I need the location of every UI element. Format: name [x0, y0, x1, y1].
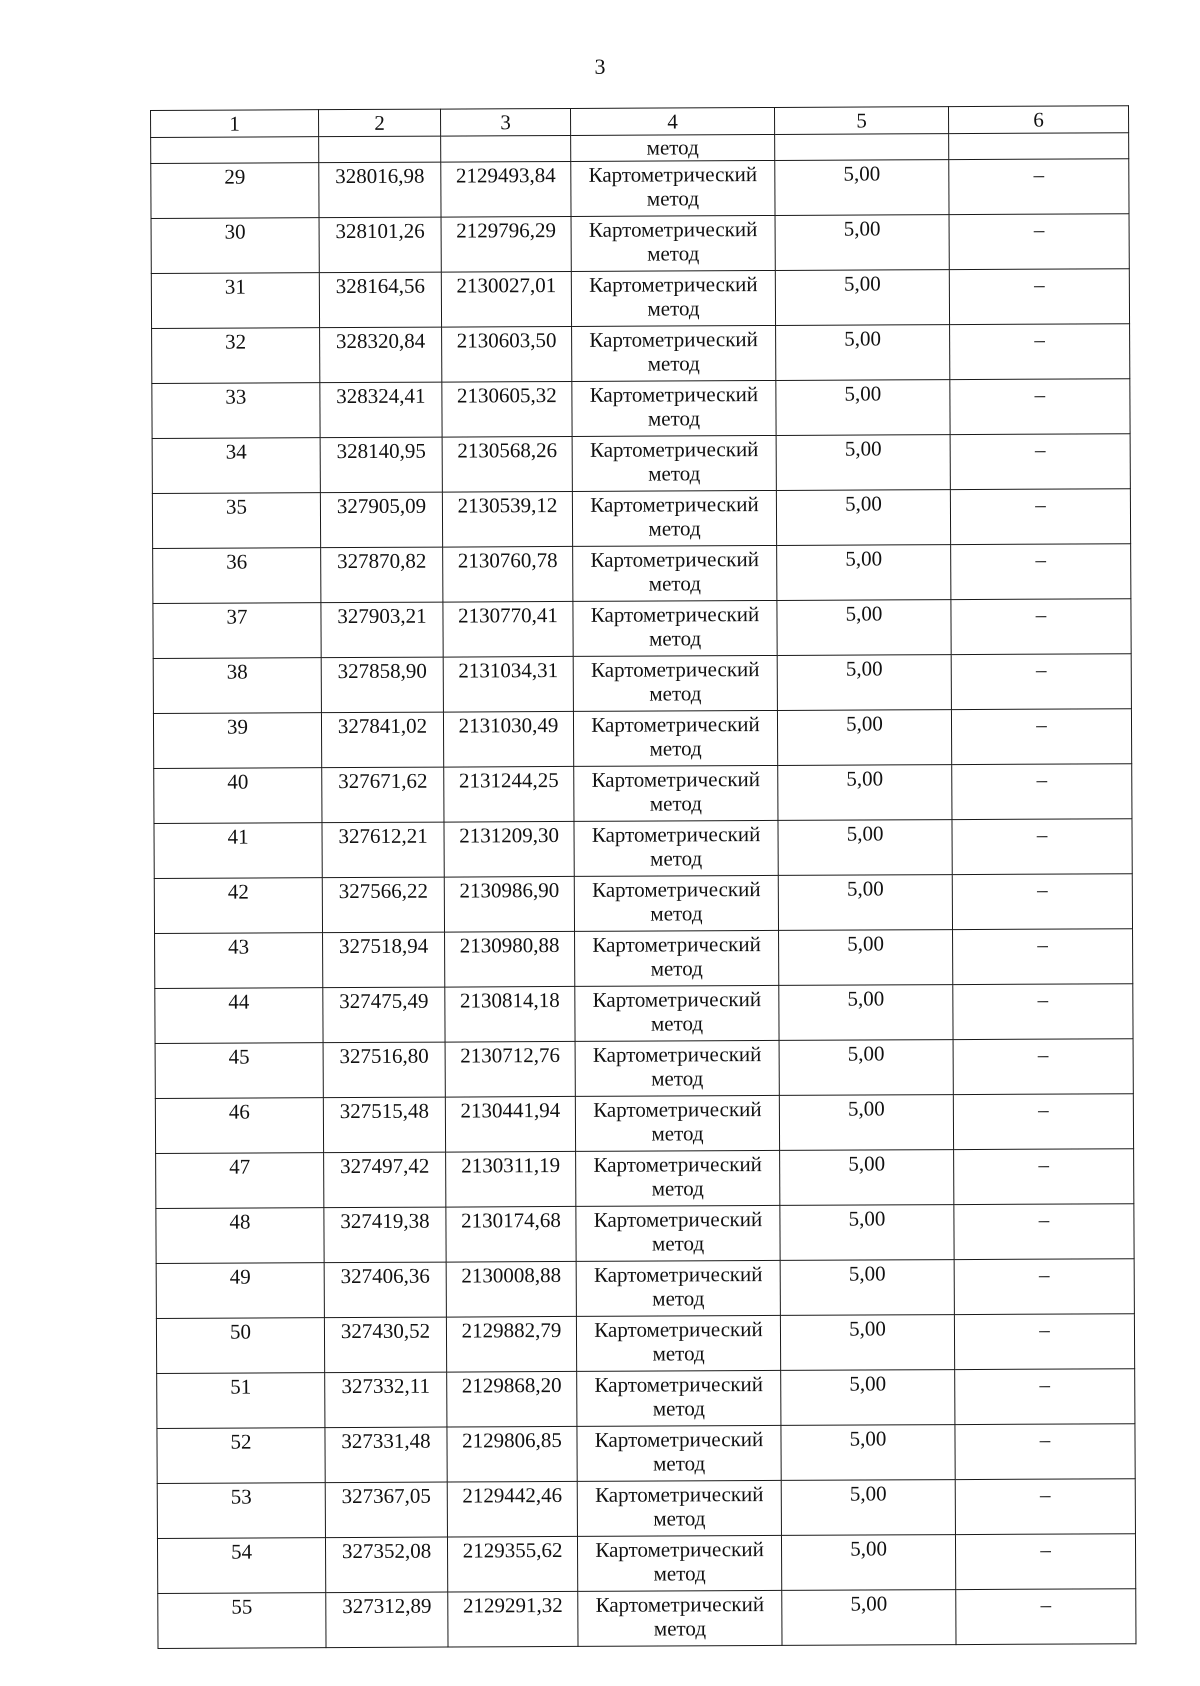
- note-cell: –: [956, 1589, 1136, 1645]
- accuracy-cell: 5,00: [775, 215, 949, 271]
- x-coordinate-cell: 327475,49: [323, 987, 445, 1043]
- x-coordinate-cell: 327858,90: [321, 657, 443, 713]
- y-coordinate-cell: 2130980,88: [445, 931, 575, 987]
- method-line-1: Картометрический: [595, 1537, 764, 1562]
- x-coordinate-cell: 327870,82: [321, 547, 443, 603]
- method-line-2: метод: [653, 1451, 706, 1476]
- method-cell: [576, 1315, 780, 1371]
- method-line-1: Картометрический: [594, 1317, 763, 1342]
- point-number-cell: 35: [152, 493, 320, 549]
- accuracy-cell: 5,00: [777, 710, 951, 766]
- method-line-2: метод: [647, 241, 700, 266]
- method-cell: [573, 710, 777, 766]
- accuracy-cell: 5,00: [776, 380, 950, 436]
- continuation-cell-1: [151, 137, 319, 164]
- column-header-1: 1: [151, 110, 319, 138]
- accuracy-cell: 5,00: [778, 765, 952, 821]
- table-body: [151, 106, 1137, 1649]
- method-cell: [575, 930, 779, 986]
- accuracy-cell: 5,00: [780, 1205, 954, 1261]
- x-coordinate-cell: 327841,02: [321, 712, 443, 768]
- method-cell: [571, 215, 775, 271]
- method-cell: [573, 545, 777, 601]
- point-number-cell: 38: [153, 658, 321, 714]
- accuracy-cell: 5,00: [779, 1040, 953, 1096]
- method-line-1: Картометрический: [589, 437, 759, 462]
- point-number-cell: 34: [152, 438, 320, 494]
- column-header-4: 4: [570, 107, 774, 135]
- point-number-cell: 48: [156, 1208, 324, 1264]
- method-line-1: Картометрический: [592, 932, 761, 957]
- table-row: [155, 1039, 1133, 1099]
- x-coordinate-cell: 327612,21: [322, 822, 444, 878]
- method-cell: [571, 270, 775, 326]
- note-cell: –: [950, 489, 1130, 545]
- accuracy-cell: 5,00: [775, 270, 949, 326]
- y-coordinate-cell: 2131034,31: [443, 656, 573, 712]
- accuracy-cell: 5,00: [778, 820, 952, 876]
- table-row: [151, 159, 1129, 219]
- note-cell: –: [949, 269, 1129, 325]
- point-number-cell: 39: [153, 713, 321, 769]
- accuracy-cell: 5,00: [779, 1095, 953, 1151]
- table-row: [152, 324, 1130, 384]
- accuracy-cell: 5,00: [779, 985, 953, 1041]
- accuracy-cell: 5,00: [781, 1370, 955, 1426]
- method-line-2: метод: [647, 406, 701, 431]
- method-cell: [578, 1590, 782, 1646]
- accuracy-cell: 5,00: [782, 1590, 956, 1646]
- table-row: [154, 764, 1132, 824]
- method-cell: [577, 1370, 781, 1426]
- accuracy-cell: 5,00: [777, 655, 951, 711]
- method-line-1: Картометрический: [590, 602, 760, 627]
- y-coordinate-cell: 2129868,20: [447, 1371, 577, 1427]
- page-number: 3: [594, 54, 606, 79]
- table-row: [152, 379, 1130, 439]
- method-line-2: метод: [647, 296, 700, 321]
- y-coordinate-cell: 2130770,41: [443, 601, 573, 657]
- method-line-1: Картометрический: [590, 547, 759, 572]
- point-number-cell: 51: [157, 1373, 325, 1429]
- note-cell: –: [950, 434, 1130, 490]
- method-line-1: Картометрический: [594, 1372, 764, 1397]
- method-line-1: Картометрический: [590, 657, 760, 682]
- method-line-1: Картометрический: [593, 1152, 762, 1177]
- note-cell: –: [951, 654, 1131, 710]
- x-coordinate-cell: 327515,48: [323, 1097, 445, 1153]
- point-number-cell: 42: [154, 878, 322, 934]
- accuracy-cell: 5,00: [779, 930, 953, 986]
- method-cell: [574, 820, 778, 876]
- method-line-2: метод: [651, 1176, 704, 1201]
- table-row: [153, 544, 1131, 604]
- y-coordinate-cell: 2129442,46: [447, 1481, 577, 1537]
- note-cell: –: [955, 1534, 1135, 1590]
- point-number-cell: 37: [153, 603, 321, 659]
- method-line-1: Картометрический: [589, 272, 758, 297]
- method-line-2: метод: [653, 1561, 706, 1586]
- method-line-1: Картометрический: [589, 327, 758, 352]
- x-coordinate-cell: 327566,22: [322, 877, 444, 933]
- accuracy-cell: 5,00: [781, 1480, 955, 1536]
- point-number-cell: 54: [157, 1538, 325, 1594]
- table-row: [158, 1589, 1136, 1649]
- method-line-2: метод: [652, 1286, 705, 1311]
- note-cell: –: [951, 709, 1131, 765]
- method-line-1: Картометрический: [592, 1042, 762, 1067]
- point-number-cell: 41: [154, 823, 322, 879]
- x-coordinate-cell: 327497,42: [324, 1152, 446, 1208]
- point-number-cell: 29: [151, 163, 319, 219]
- x-coordinate-cell: 328016,98: [319, 162, 441, 218]
- column-header-3: 3: [440, 108, 570, 136]
- table-row: [157, 1369, 1135, 1429]
- method-line-2: метод: [650, 846, 703, 871]
- method-cell: [576, 1205, 780, 1261]
- point-number-cell: 47: [156, 1153, 324, 1209]
- method-cell: [577, 1480, 781, 1536]
- y-coordinate-cell: 2130441,94: [445, 1096, 575, 1152]
- note-cell: –: [949, 214, 1129, 270]
- accuracy-cell: 5,00: [775, 160, 949, 216]
- point-number-cell: 50: [156, 1318, 324, 1374]
- point-number-cell: 43: [155, 933, 323, 989]
- note-cell: –: [953, 1039, 1133, 1095]
- column-header-2: 2: [319, 109, 441, 137]
- table-row: [151, 214, 1129, 274]
- y-coordinate-cell: 2130603,50: [442, 326, 572, 382]
- table-row: [156, 1204, 1134, 1264]
- accuracy-cell: 5,00: [780, 1260, 954, 1316]
- method-line-2: метод: [647, 351, 700, 376]
- point-number-cell: 45: [155, 1043, 323, 1099]
- table-row: [153, 709, 1131, 769]
- method-line-2: метод: [649, 791, 703, 816]
- note-cell: –: [955, 1424, 1135, 1480]
- y-coordinate-cell: 2131209,30: [444, 821, 574, 877]
- method-cell: [572, 325, 776, 381]
- method-cell: [574, 765, 778, 821]
- x-coordinate-cell: 327518,94: [323, 932, 445, 988]
- x-coordinate-cell: 327903,21: [321, 602, 443, 658]
- x-coordinate-cell: 327367,05: [325, 1482, 447, 1538]
- y-coordinate-cell: 2130568,26: [442, 436, 572, 492]
- table-row: [156, 1149, 1134, 1209]
- method-line-2: метод: [653, 1616, 707, 1641]
- note-cell: –: [950, 324, 1130, 380]
- y-coordinate-cell: 2131244,25: [444, 766, 574, 822]
- table-row: [153, 654, 1131, 714]
- y-coordinate-cell: 2130605,32: [442, 381, 572, 437]
- point-number-cell: 32: [152, 328, 320, 384]
- table-row: [155, 929, 1133, 989]
- note-cell: –: [949, 159, 1129, 215]
- table-row: [154, 819, 1132, 879]
- note-cell: –: [954, 1259, 1134, 1315]
- method-line-2: метод: [651, 1066, 704, 1091]
- x-coordinate-cell: 328140,95: [320, 437, 442, 493]
- x-coordinate-cell: 328320,84: [320, 327, 442, 383]
- method-line-2: метод: [648, 571, 701, 596]
- accuracy-cell: 5,00: [777, 600, 951, 656]
- accuracy-cell: 5,00: [776, 490, 950, 546]
- accuracy-cell: 5,00: [781, 1425, 955, 1481]
- point-number-cell: 46: [155, 1098, 323, 1154]
- table-row: [152, 434, 1130, 494]
- method-cell: [575, 1040, 779, 1096]
- accuracy-cell: 5,00: [776, 325, 950, 381]
- y-coordinate-cell: 2130814,18: [445, 986, 575, 1042]
- note-cell: –: [953, 984, 1133, 1040]
- table-row: [157, 1479, 1135, 1539]
- x-coordinate-cell: 327312,89: [326, 1592, 448, 1648]
- point-number-cell: 49: [156, 1263, 324, 1319]
- column-header-6: 6: [948, 106, 1128, 134]
- note-cell: –: [955, 1369, 1135, 1425]
- accuracy-cell: 5,00: [780, 1315, 954, 1371]
- y-coordinate-cell: 2130539,12: [442, 491, 572, 547]
- note-cell: –: [952, 874, 1132, 930]
- method-line-2: метод: [650, 901, 703, 926]
- y-coordinate-cell: 2129355,62: [447, 1536, 577, 1592]
- x-coordinate-cell: 327331,48: [325, 1427, 447, 1483]
- method-line-1: Картометрический: [591, 712, 760, 737]
- continuation-method-cell: метод: [571, 134, 775, 161]
- table-row: [156, 1314, 1134, 1374]
- accuracy-cell: 5,00: [777, 545, 951, 601]
- method-line-1: Картометрический: [591, 822, 761, 847]
- method-cell: [572, 490, 776, 546]
- y-coordinate-cell: 2129291,32: [448, 1591, 578, 1647]
- y-coordinate-cell: 2130174,68: [446, 1206, 576, 1262]
- x-coordinate-cell: 327671,62: [322, 767, 444, 823]
- coordinates-table: [150, 105, 1137, 1649]
- note-cell: –: [951, 544, 1131, 600]
- method-line-2: метод: [652, 1396, 705, 1421]
- note-cell: –: [954, 1204, 1134, 1260]
- method-cell: [572, 380, 776, 436]
- method-line-2: метод: [648, 626, 702, 651]
- x-coordinate-cell: 327406,36: [324, 1262, 446, 1318]
- y-coordinate-cell: 2129882,79: [446, 1316, 576, 1372]
- point-number-cell: 53: [157, 1483, 325, 1539]
- method-line-1: Картометрический: [594, 1482, 764, 1507]
- table-row: [157, 1534, 1135, 1594]
- method-line-2: метод: [653, 1506, 706, 1531]
- method-cell: [574, 875, 778, 931]
- point-number-cell: 36: [153, 548, 321, 604]
- point-number-cell: 40: [154, 768, 322, 824]
- y-coordinate-cell: 2129806,85: [447, 1426, 577, 1482]
- y-coordinate-cell: 2130712,76: [445, 1041, 575, 1097]
- x-coordinate-cell: 327516,80: [323, 1042, 445, 1098]
- table-row: [151, 269, 1129, 329]
- point-number-cell: 33: [152, 383, 320, 439]
- continuation-cell-2: [319, 136, 441, 163]
- point-number-cell: 30: [151, 218, 319, 274]
- x-coordinate-cell: 327419,38: [324, 1207, 446, 1263]
- note-cell: –: [954, 1149, 1134, 1205]
- note-cell: –: [953, 929, 1133, 985]
- x-coordinate-cell: 328164,56: [319, 272, 441, 328]
- x-coordinate-cell: 328324,41: [320, 382, 442, 438]
- y-coordinate-cell: 2129796,29: [441, 216, 571, 272]
- method-line-1: Картометрический: [588, 217, 758, 242]
- y-coordinate-cell: 2130760,78: [443, 546, 573, 602]
- y-coordinate-cell: 2129493,84: [441, 161, 571, 217]
- table-row: [154, 874, 1132, 934]
- method-line-2: метод: [651, 1231, 705, 1256]
- x-coordinate-cell: 327430,52: [324, 1317, 446, 1373]
- method-line-1: Картометрический: [588, 162, 758, 187]
- method-line-1: Картометрический: [593, 1097, 762, 1122]
- method-cell: [573, 655, 777, 711]
- method-line-2: метод: [648, 516, 701, 541]
- continuation-cell-5: [775, 134, 949, 161]
- method-cell: [573, 600, 777, 656]
- x-coordinate-cell: 327352,08: [325, 1537, 447, 1593]
- note-cell: –: [952, 764, 1132, 820]
- method-cell: [577, 1535, 781, 1591]
- accuracy-cell: 5,00: [781, 1535, 955, 1591]
- method-cell: [575, 1095, 779, 1151]
- method-line-1: Картометрический: [593, 1207, 763, 1232]
- point-number-cell: 44: [155, 988, 323, 1044]
- x-coordinate-cell: 328101,26: [319, 217, 441, 273]
- point-number-cell: 31: [151, 273, 319, 329]
- table-row: [153, 599, 1131, 659]
- point-number-cell: 55: [158, 1593, 326, 1649]
- y-coordinate-cell: 2130311,19: [446, 1151, 576, 1207]
- note-cell: –: [953, 1094, 1133, 1150]
- method-line-1: Картометрический: [589, 382, 759, 407]
- method-line-1: Картометрический: [590, 492, 759, 517]
- accuracy-cell: 5,00: [780, 1150, 954, 1206]
- y-coordinate-cell: 2130986,90: [444, 876, 574, 932]
- accuracy-cell: 5,00: [778, 875, 952, 931]
- column-header-5: 5: [774, 107, 948, 135]
- note-cell: –: [954, 1314, 1134, 1370]
- table-row: [157, 1424, 1135, 1484]
- method-line-2: метод: [650, 956, 703, 981]
- table-row: [155, 1094, 1133, 1154]
- y-coordinate-cell: 2130008,88: [446, 1261, 576, 1317]
- x-coordinate-cell: 327332,11: [325, 1372, 447, 1428]
- method-cell: [576, 1150, 780, 1206]
- method-line-2: метод: [648, 461, 701, 486]
- continuation-cell-6: [949, 133, 1129, 160]
- method-line-2: метод: [649, 736, 702, 761]
- accuracy-cell: 5,00: [776, 435, 950, 491]
- method-line-1: Картометрический: [592, 877, 761, 902]
- method-line-1: Картометрический: [592, 987, 762, 1012]
- point-number-cell: 52: [157, 1428, 325, 1484]
- method-line-1: Картометрический: [594, 1427, 764, 1452]
- method-cell: [577, 1425, 781, 1481]
- method-cell: [576, 1260, 780, 1316]
- x-coordinate-cell: 327905,09: [320, 492, 442, 548]
- method-line-2: метод: [651, 1121, 704, 1146]
- y-coordinate-cell: 2130027,01: [441, 271, 571, 327]
- table-row: [156, 1259, 1134, 1319]
- note-cell: –: [955, 1479, 1135, 1535]
- method-line-2: метод: [649, 681, 702, 706]
- note-cell: –: [951, 599, 1131, 655]
- method-line-1: Картометрический: [591, 767, 761, 792]
- table-row: [152, 489, 1130, 549]
- method-cell: [575, 985, 779, 1041]
- note-cell: –: [952, 819, 1132, 875]
- y-coordinate-cell: 2131030,49: [443, 711, 573, 767]
- method-line-1: Картометрический: [595, 1592, 765, 1617]
- method-line-2: метод: [652, 1341, 705, 1366]
- method-line-1: Картометрический: [593, 1262, 763, 1287]
- method-cell: [571, 160, 775, 216]
- continuation-cell-3: [441, 135, 571, 162]
- method-cell: [572, 435, 776, 491]
- method-line-2: метод: [646, 186, 700, 211]
- note-cell: –: [950, 379, 1130, 435]
- table-row: [155, 984, 1133, 1044]
- method-line-2: метод: [650, 1011, 704, 1036]
